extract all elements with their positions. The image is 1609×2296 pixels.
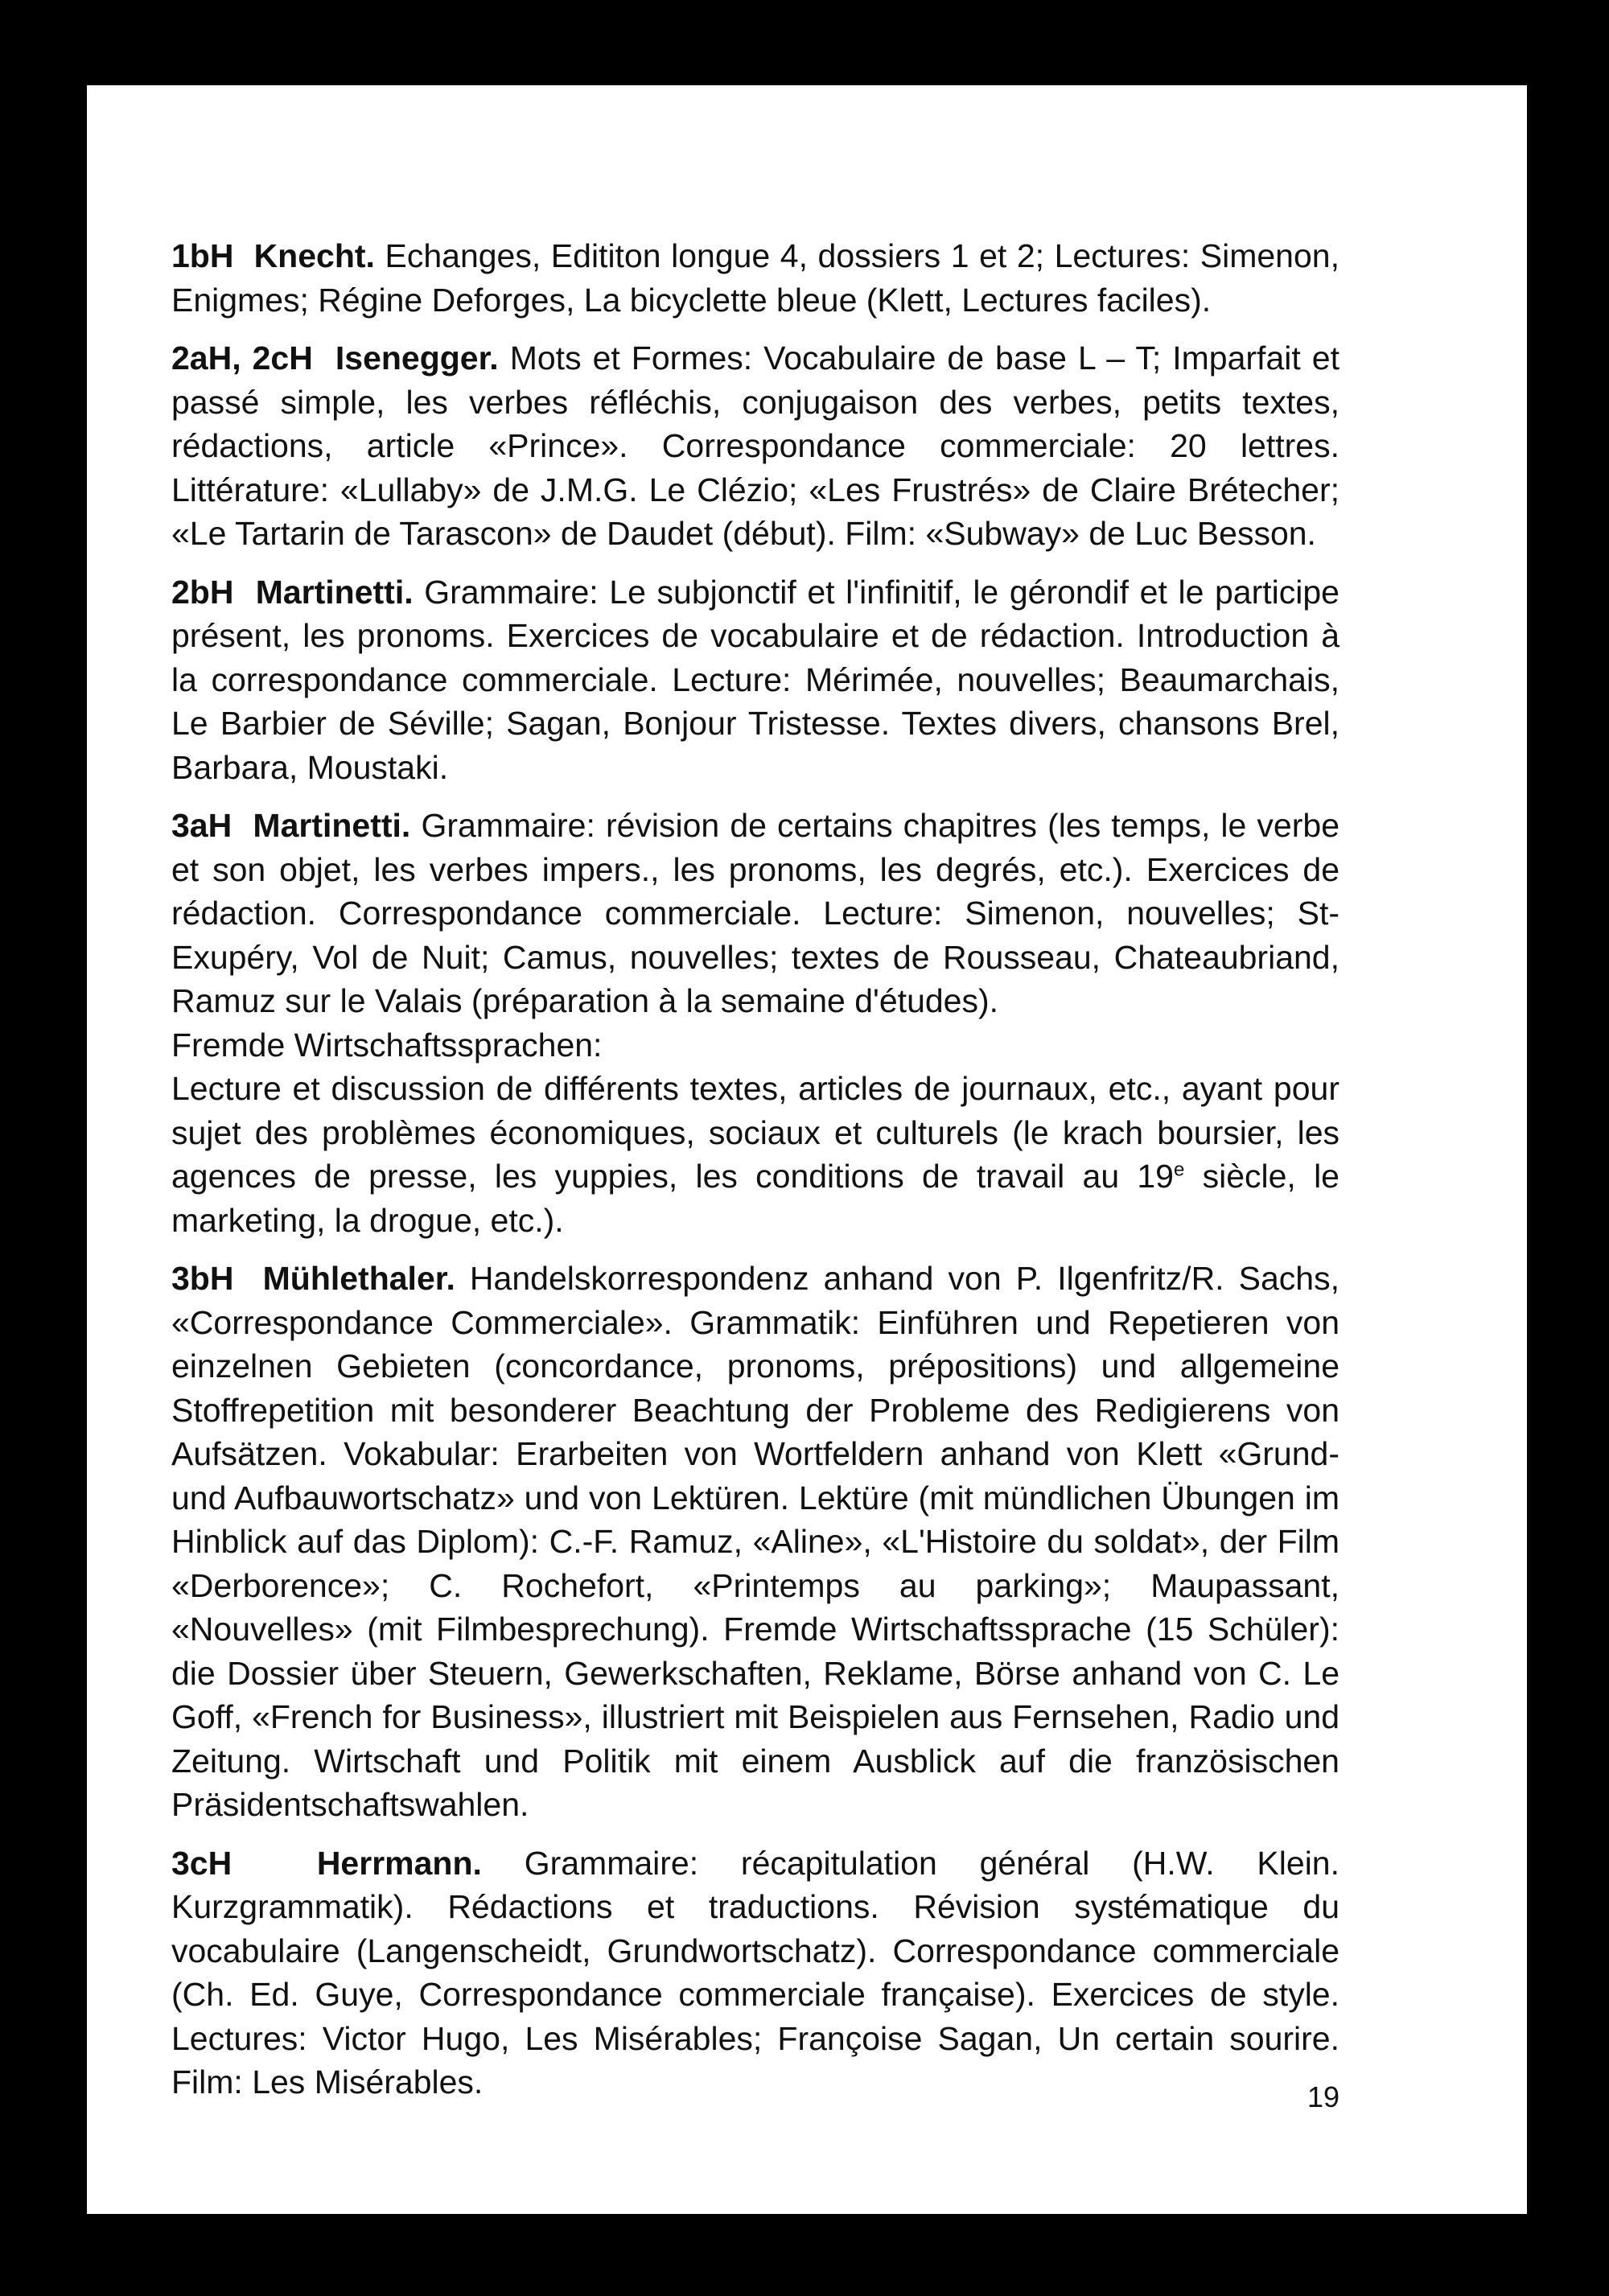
teacher-name: Mühlethaler. bbox=[262, 1260, 455, 1297]
class-code: 1bH bbox=[171, 237, 234, 274]
entry-text: Grammaire: récapitulation général (H.W. Klein. Kurzgrammatik). Rédactions et traductions. Révision systématique du vocabulaire (Langenscheidt, Grundwortschatz). Correspondance commerciale (Ch. Ed. Guye, Correspondance commerciale française). Exercices de style. Lectures: Victor Hugo, Les Misérables; Françoise Sagan, Un certain sourire. Film: Les Misérables. bbox=[171, 1844, 1339, 2101]
teacher-name: Herrmann. bbox=[316, 1844, 482, 1882]
subtext-part: siècle, le marketing, la drogue, etc.). bbox=[171, 1158, 1339, 1239]
class-code: 2bH bbox=[171, 573, 234, 611]
document-body bbox=[171, 234, 1339, 2119]
document-page bbox=[87, 85, 1527, 2214]
teacher-name: Knecht. bbox=[253, 237, 375, 274]
entry-2ah-2ch bbox=[171, 336, 1339, 556]
entry-text: Mots et Formes: Vocabulaire de base L – T; Imparfait et passé simple, les verbes réfléchis, conjugaison des verbes, petits textes, rédactions, article «Prince». Correspondance commerciale: 20 lettres. Littérature: «Lullaby» de J.M.G. Le Clézio; «Les Frustrés» de Claire Brétecher; «Le Tartarin de Tarascon» de Daudet (début). Film: «Subway» de Luc Besson. bbox=[171, 339, 1339, 552]
entry-text: Echanges, Edititon longue 4, dossiers 1 et 2; Lectures: Simenon, Enigmes; Régine Deforges, La bicyclette bleue (Klett, Lectures faciles). bbox=[171, 237, 1339, 319]
subtext bbox=[171, 1070, 1339, 1239]
subheading: Fremde Wirtschaftssprachen: bbox=[171, 1026, 603, 1064]
entry-1bh bbox=[171, 234, 1339, 322]
entry-3bh bbox=[171, 1257, 1339, 1827]
class-code: 2aH, 2cH bbox=[171, 339, 313, 376]
entry-text: Grammaire: révision de certains chapitres (les temps, le verbe et son objet, les verbes impers., les pronoms, les degrés, etc.). Exercices de rédaction. Correspondance commerciale. Lecture: Simenon, nouvelles; St-Exupéry, Vol de Nuit; Camus, nouvelles; textes de Rousseau, Chateaubriand, Ramuz sur le Valais (préparation à la semaine d'études). bbox=[171, 807, 1339, 1019]
class-code: 3aH bbox=[171, 807, 233, 844]
entry-text: Grammaire: Le subjonctif et l'infinitif, le gérondif et le participe présent, les pronoms. Exercices de vocabulaire et de rédaction. Introduction à la correspondance commerciale. Lecture: Mérimée, nouvelles; Beaumarchais, Le Barbier de Séville; Sagan, Bonjour Tristesse. Textes divers, chansons Brel, Barbara, Moustaki. bbox=[171, 573, 1339, 786]
superscript: e bbox=[1173, 1158, 1185, 1181]
subtext-part: Lecture et discussion de différents textes, articles de journaux, etc., ayant pour sujet des problèmes économiques, sociaux et culturels (le krach boursier, les agences de presse, les yuppies, les conditions de travail au 19 bbox=[171, 1070, 1339, 1195]
entry-3ch bbox=[171, 1841, 1339, 2105]
entry-3ah bbox=[171, 804, 1339, 1242]
class-code: 3cH bbox=[171, 1844, 233, 1882]
class-code: 3bH bbox=[171, 1260, 234, 1297]
teacher-name: Isenegger. bbox=[335, 339, 499, 376]
teacher-name: Martinetti. bbox=[255, 573, 414, 611]
entry-2bh bbox=[171, 570, 1339, 790]
page-number: 19 bbox=[1307, 2080, 1339, 2113]
teacher-name: Martinetti. bbox=[253, 807, 411, 844]
entry-text: Handelskorrespondenz anhand von P. Ilgenfritz/R. Sachs, «Correspondance Commerciale». Grammatik: Einführen und Repetieren von einzelnen Gebieten (concordance, pronoms, prépositions) und allgemeine Stoffrepetition mit besonderer Beachtung der Probleme des Redigierens von Aufsätzen. Vokabular: Erarbeiten von Wortfeldern anhand von Klett «Grund- und Aufbauwortschatz» und von Lektüren. Lektüre (mit mündlichen Übungen im Hinblick auf das Diplom): C.-F. Ramuz, «Aline», «L'Histoire du soldat», der Film «Derborence»; C. Rochefort, «Printemps au parking»; Maupassant, «Nouvelles» (mit Filmbesprechung). Fremde Wirtschaftssprache (15 Schüler): die Dossier über Steuern, Gewerkschaften, Reklame, Börse anhand von C. Le Goff, «French for Business», illustriert mit Beispielen aus Fernsehen, Radio und Zeitung. Wirtschaft und Politik mit einem Ausblick auf die französischen Präsidentschaftswahlen. bbox=[171, 1260, 1339, 1823]
